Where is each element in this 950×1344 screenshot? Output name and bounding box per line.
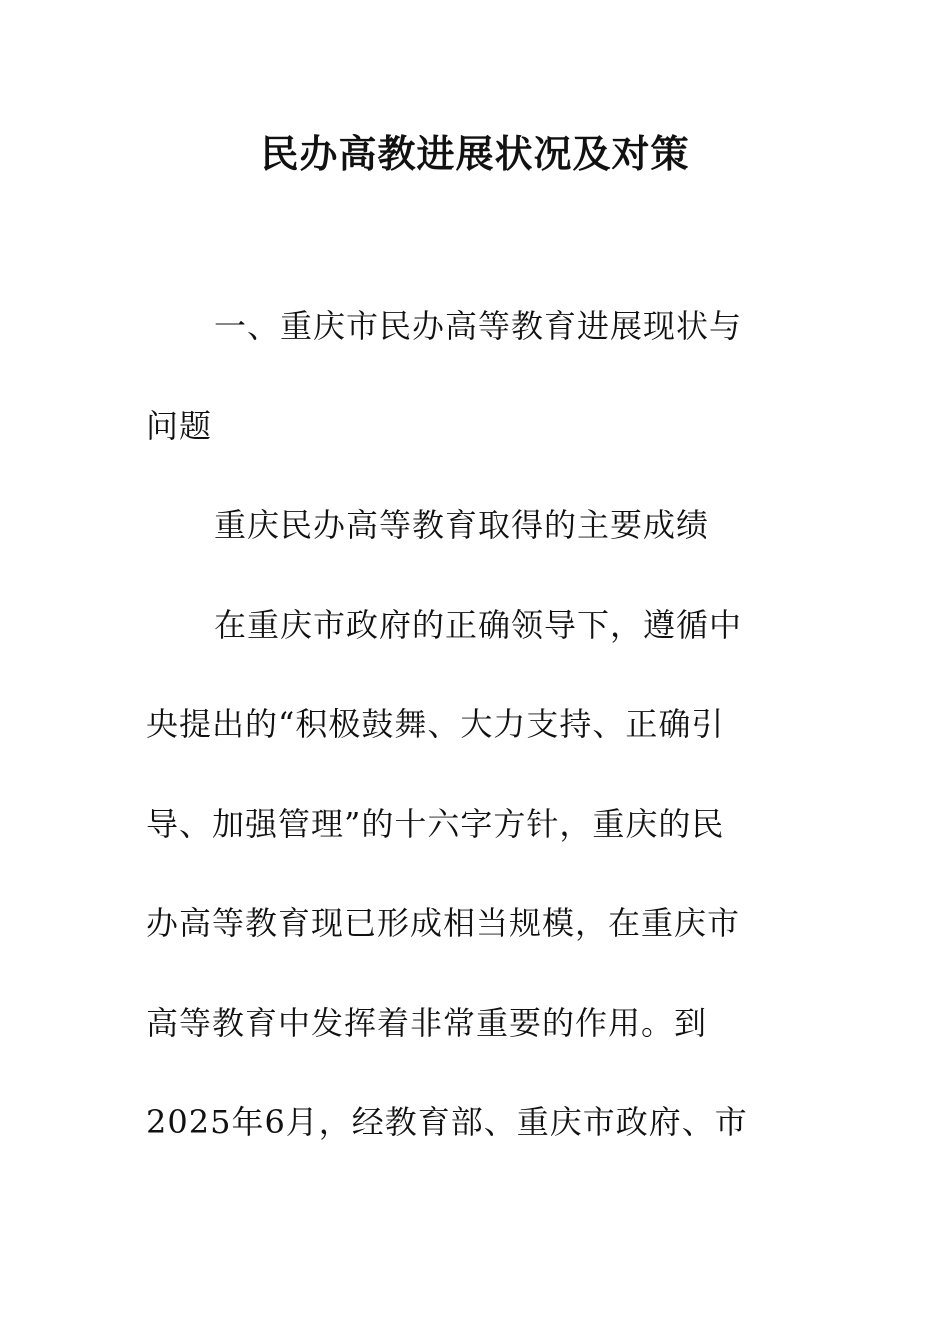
body-line: 问题 [146, 406, 213, 445]
document-title: 民办高教进展状况及对策 [260, 131, 690, 176]
body-line: 在重庆市政府的正确领导下，遵循中 [214, 605, 743, 644]
body-line: 央提出的“积极鼓舞、大力支持、正确引 [146, 705, 725, 743]
body-line: 一、重庆市民办高等教育进展现状与 [214, 307, 743, 345]
document-body [146, 296, 786, 1192]
body-line: 办高等教育现已形成相当规模，在重庆市 [146, 904, 741, 942]
body-line: 高等教育中发挥着非常重要的作用。到 [146, 1003, 708, 1042]
body-line: 重庆民办高等教育取得的主要成绩 [214, 506, 710, 544]
body-line: 2025年6月，经教育部、重庆市政府、市 [146, 1103, 748, 1141]
body-line: 导、加强管理”的十六字方针，重庆的民 [146, 804, 725, 843]
